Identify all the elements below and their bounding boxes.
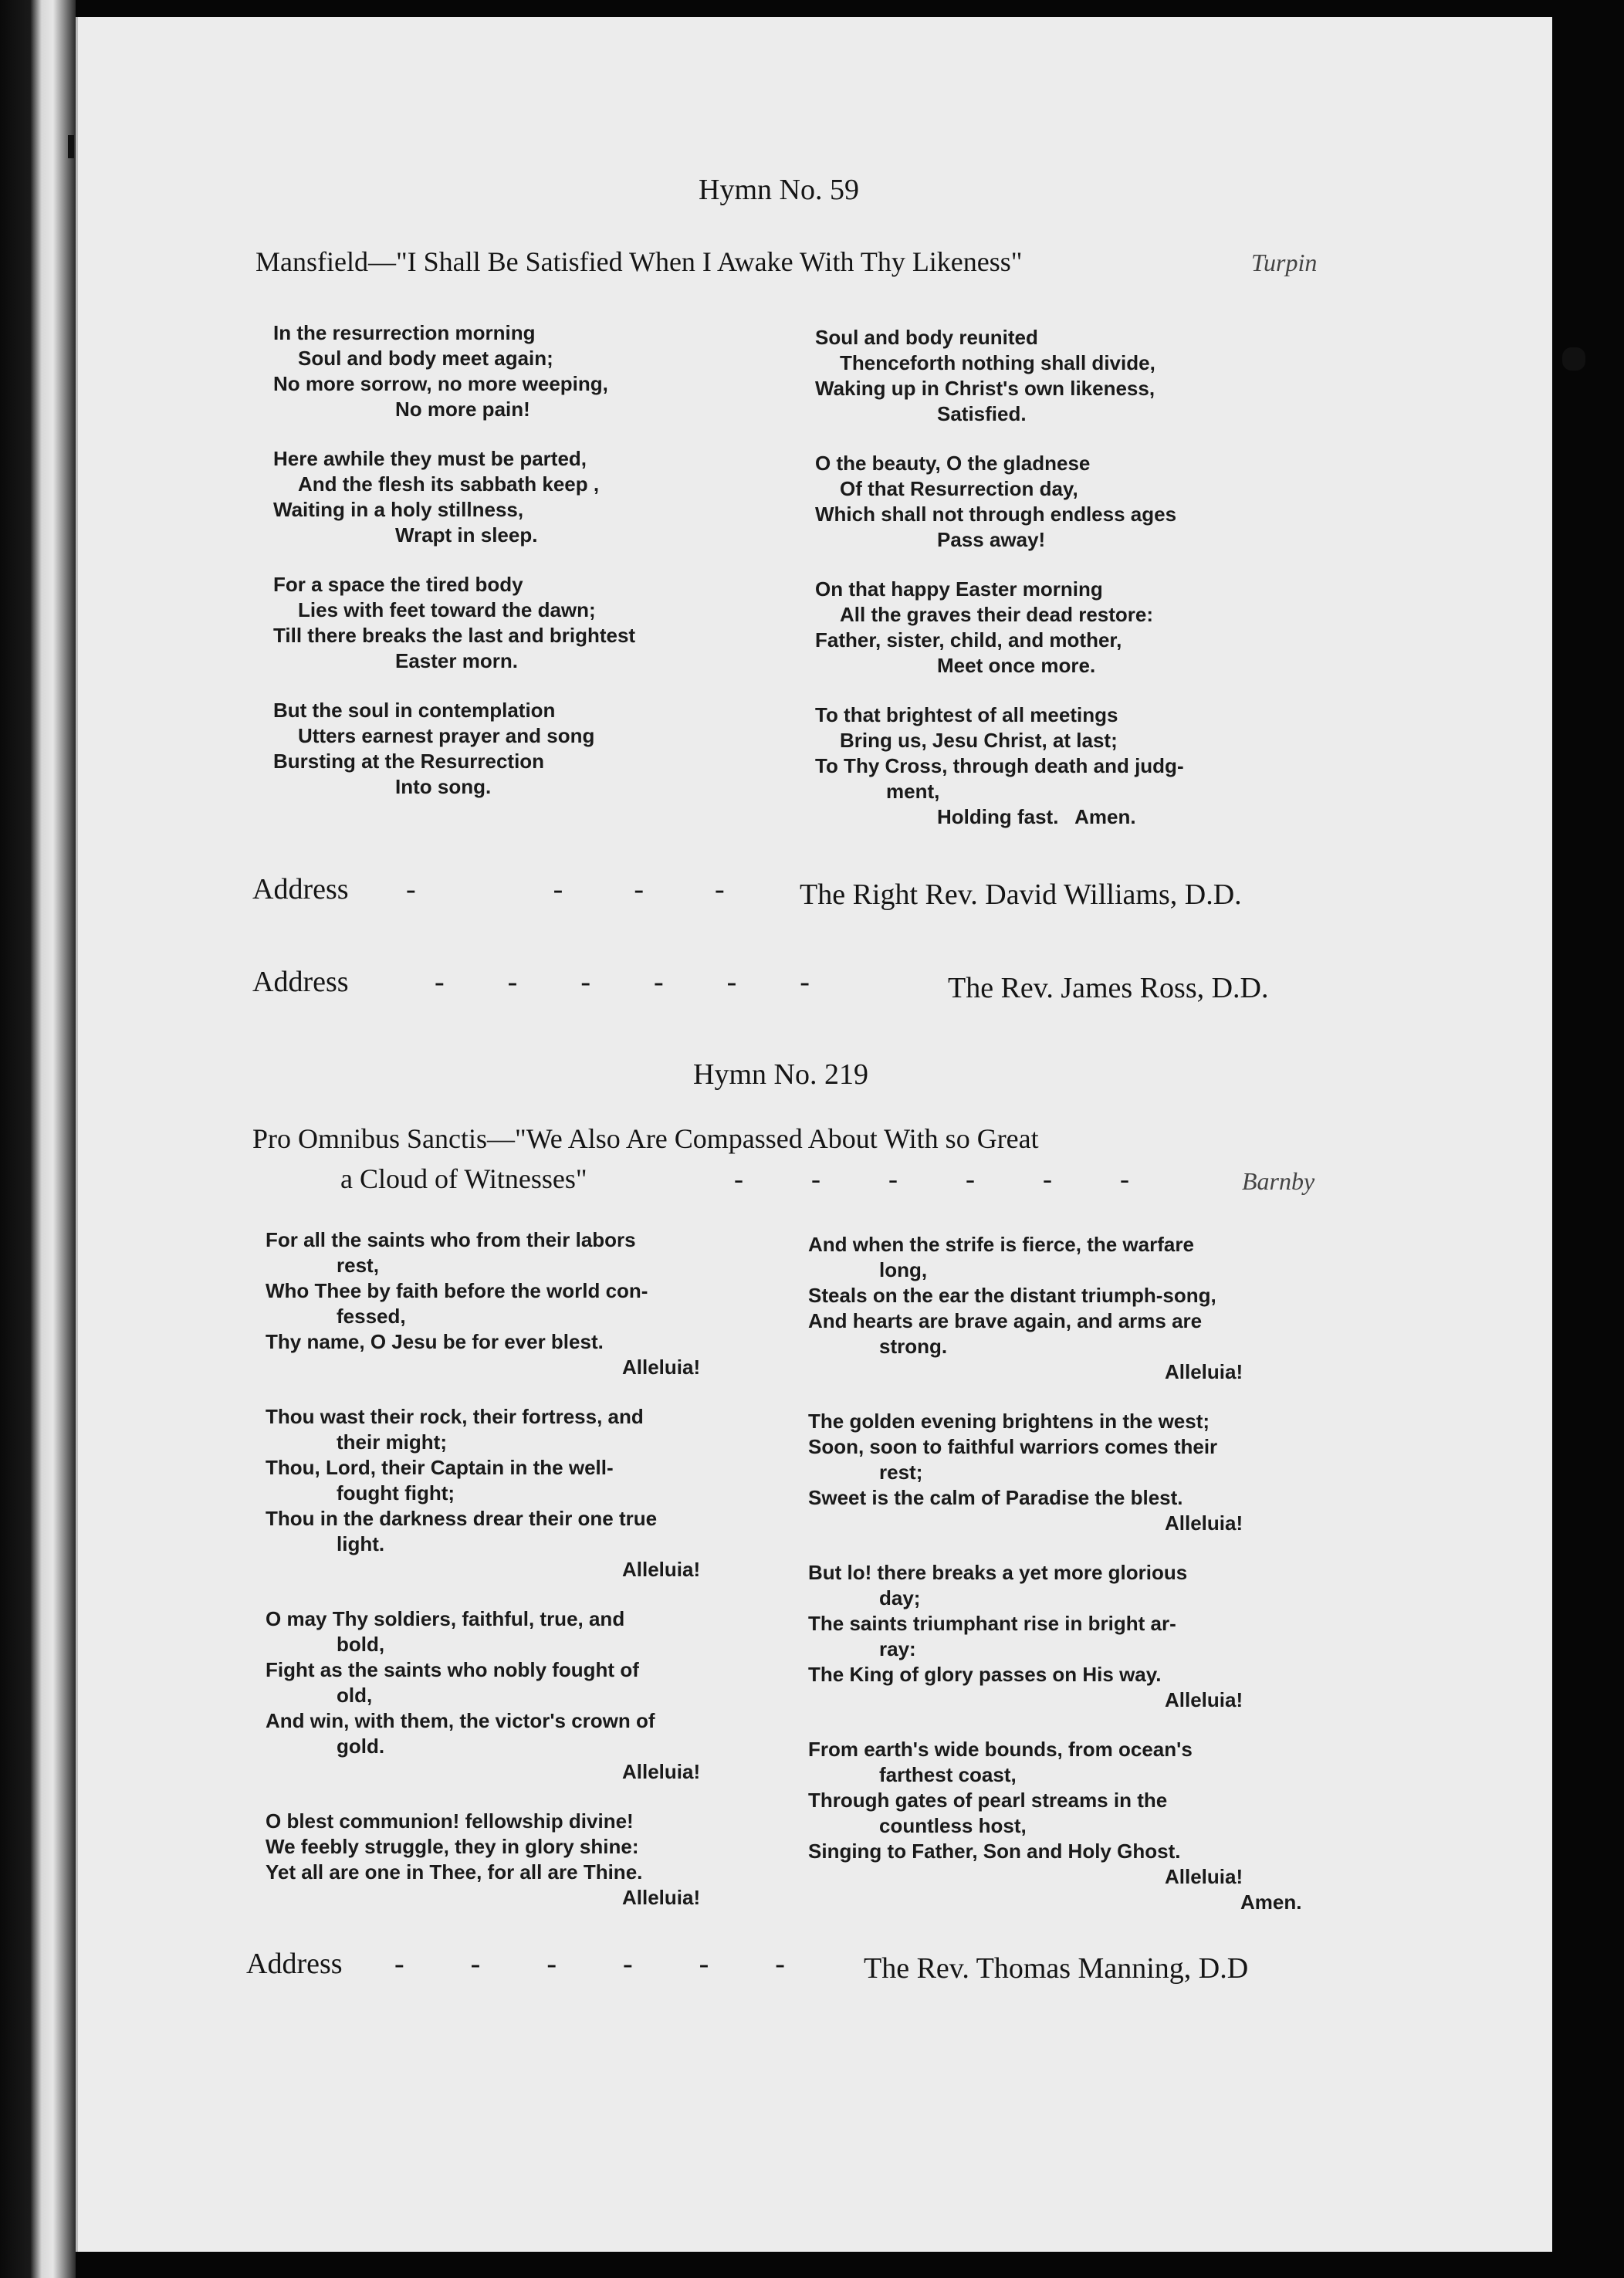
- verse-line: And the flesh its sabbath keep ,: [298, 472, 600, 496]
- verse-line: Here awhile they must be parted,: [273, 447, 587, 470]
- verse-line: bold,: [337, 1633, 385, 1656]
- stanza: [266, 1606, 790, 1785]
- verse-line: Thy name, O Jesu be for ever blest.: [266, 1330, 604, 1353]
- stanza: [273, 698, 783, 800]
- verse-line: To Thy Cross, through death and judg-: [815, 754, 1184, 777]
- verse-line: rest,: [337, 1254, 379, 1277]
- verse-line: We feebly struggle, they in glory shine:: [266, 1835, 639, 1858]
- verse-line: Waking up in Christ's own likeness,: [815, 377, 1155, 400]
- verse-line: No more sorrow, no more weeping,: [273, 372, 608, 395]
- verse-line: Bursting at the Resurrection: [273, 750, 545, 773]
- book-gutter: [0, 0, 76, 2278]
- leader-dashes: - - - - - -: [394, 1948, 785, 1980]
- verse-line: Fight as the saints who nobly fought of: [266, 1658, 639, 1681]
- verse-line: Thou, Lord, their Captain in the well-: [266, 1456, 614, 1479]
- verse-line: Into song.: [395, 775, 492, 798]
- verse-line: Easter morn.: [395, 649, 518, 672]
- verse-line: Singing to Father, Son and Holy Ghost.: [808, 1840, 1181, 1863]
- verse-line: Steals on the ear the distant triumph-song,: [808, 1284, 1216, 1307]
- verse-line: Who Thee by faith before the world con-: [266, 1279, 648, 1302]
- verse-line: Satisfied.: [937, 402, 1027, 425]
- verse-line: strong.: [879, 1335, 948, 1358]
- verse-line: old,: [337, 1684, 373, 1707]
- verse-line: fought fight;: [337, 1481, 455, 1505]
- verse-line: No more pain!: [395, 398, 530, 421]
- address-label: Address: [252, 873, 349, 905]
- stanza: [815, 702, 1355, 830]
- scan-mark: [68, 135, 74, 158]
- leader-dashes: - - - - - -: [734, 1163, 1129, 1194]
- verse-line: On that happy Easter morning: [815, 577, 1103, 601]
- verse-line: Which shall not through endless ages: [815, 503, 1177, 526]
- speaker-name: The Rev. James Ross, D.D.: [948, 972, 1269, 1004]
- verse-line: Pass away!: [937, 528, 1046, 551]
- verse-line: And win, with them, the victor's crown of: [266, 1709, 655, 1732]
- verse-line: Meet once more.: [937, 654, 1096, 677]
- verse-line: Soon, soon to faithful warriors comes their: [808, 1435, 1218, 1458]
- verse-line: But lo! there breaks a yet more glorious: [808, 1561, 1188, 1584]
- verse-line: Of that Resurrection day,: [840, 477, 1078, 500]
- verse-line: O the beauty, O the gladnese: [815, 452, 1091, 475]
- stanza: [808, 1560, 1348, 1713]
- alleluia-line: Alleluia!: [622, 1356, 701, 1379]
- verse-line: their might;: [337, 1430, 447, 1454]
- stanza: [273, 320, 783, 422]
- verse-line: O may Thy soldiers, faithful, true, and: [266, 1607, 625, 1630]
- verse-line: Thenceforth nothing shall divide,: [840, 351, 1155, 374]
- verse-line: Thou wast their rock, their fortress, and: [266, 1405, 644, 1428]
- verse-line: Thou in the darkness drear their one true: [266, 1507, 658, 1530]
- hymn-2-left-column: [266, 1227, 790, 1934]
- stanza: [808, 1737, 1348, 1915]
- hymn-1-left-column: [273, 320, 783, 824]
- verse-line: For all the saints who from their labors: [266, 1228, 636, 1251]
- alleluia-line: Alleluia!: [622, 1886, 701, 1909]
- alleluia-line: Alleluia!: [1165, 1688, 1243, 1711]
- hymn-tune-line-1: Pro Omnibus Sanctis—"We Also Are Compassed About With so Great: [252, 1123, 1039, 1154]
- alleluia-line: Alleluia!: [1165, 1511, 1243, 1535]
- address-label: Address: [252, 966, 349, 998]
- verse-line: countless host,: [879, 1814, 1027, 1837]
- alleluia-line: Alleluia!: [622, 1760, 701, 1783]
- verse-line: But the soul in contemplation: [273, 699, 556, 722]
- verse-line: Soul and body reunited: [815, 326, 1038, 349]
- stanza: [273, 572, 783, 674]
- hymn-2-right-column: [808, 1232, 1348, 1939]
- verse-line: long,: [879, 1258, 928, 1281]
- stanza: [808, 1409, 1348, 1536]
- stanza: [815, 451, 1355, 553]
- verse-line: Bring us, Jesu Christ, at last;: [840, 729, 1118, 752]
- verse-line: Amen.: [1240, 1890, 1302, 1914]
- verse-line: fessed,: [337, 1305, 406, 1328]
- hymn-1-right-column: [815, 325, 1355, 854]
- verse-line: Wrapt in sleep.: [395, 523, 538, 547]
- address-label: Address: [246, 1948, 343, 1980]
- leader-dashes: - - - -: [406, 873, 725, 905]
- leader-dashes: - - - - - -: [435, 966, 810, 998]
- stanza: [808, 1232, 1348, 1385]
- verse-line: Sweet is the calm of Paradise the blest.: [808, 1486, 1183, 1509]
- stanza: [266, 1809, 790, 1911]
- stanza: [273, 446, 783, 548]
- verse-line: day;: [879, 1586, 921, 1609]
- alleluia-line: Alleluia!: [1165, 1865, 1243, 1888]
- verse-line: Father, sister, child, and mother,: [815, 628, 1122, 652]
- hymn-tune-line: Mansfield—"I Shall Be Satisfied When I Awake With Thy Likeness": [255, 246, 1023, 277]
- verse-line: And hearts are brave again, and arms are: [808, 1309, 1203, 1332]
- verse-line: Holding fast. Amen.: [937, 805, 1136, 828]
- verse-line: rest;: [879, 1461, 923, 1484]
- alleluia-line: Alleluia!: [622, 1558, 701, 1581]
- hymn-tune-line-2: a Cloud of Witnesses": [340, 1163, 587, 1194]
- stanza: [266, 1227, 790, 1380]
- verse-line: Lies with feet toward the dawn;: [298, 598, 596, 621]
- verse-line: Till there breaks the last and brightest: [273, 624, 636, 647]
- verse-line: The saints triumphant rise in bright ar-: [808, 1612, 1176, 1635]
- verse-line: From earth's wide bounds, from ocean's: [808, 1738, 1193, 1761]
- hymn-number-title: Hymn No. 219: [693, 1058, 868, 1091]
- speaker-name: The Right Rev. David Williams, D.D.: [800, 878, 1242, 911]
- composer-name: Barnby: [1242, 1167, 1315, 1195]
- verse-line: O blest communion! fellowship divine!: [266, 1809, 634, 1833]
- verse-line: ray:: [879, 1637, 916, 1660]
- verse-line: To that brightest of all meetings: [815, 703, 1118, 726]
- stanza: [815, 325, 1355, 427]
- verse-line: Waiting in a holy stillness,: [273, 498, 524, 521]
- alleluia-line: Alleluia!: [1165, 1360, 1243, 1383]
- composer-name: Turpin: [1251, 249, 1318, 276]
- stanza: [815, 577, 1355, 679]
- speaker-name: The Rev. Thomas Manning, D.D: [864, 1952, 1249, 1985]
- verse-line: gold.: [337, 1735, 385, 1758]
- verse-line: light.: [337, 1532, 385, 1555]
- scan-mark: [1562, 347, 1585, 371]
- verse-line: Yet all are one in Thee, for all are Thine.: [266, 1860, 643, 1884]
- verse-line: In the resurrection morning: [273, 321, 536, 344]
- stanza: [266, 1404, 790, 1582]
- program-page: [76, 17, 1552, 2252]
- verse-line: And when the strife is fierce, the warfare: [808, 1233, 1194, 1256]
- verse-line: The golden evening brightens in the west;: [808, 1410, 1210, 1433]
- verse-line: The King of glory passes on His way.: [808, 1663, 1162, 1686]
- verse-line: Through gates of pearl streams in the: [808, 1789, 1168, 1812]
- verse-line: Utters earnest prayer and song: [298, 724, 595, 747]
- verse-line: farthest coast,: [879, 1763, 1017, 1786]
- verse-line: Soul and body meet again;: [298, 347, 553, 370]
- verse-line: ment,: [886, 780, 940, 803]
- verse-line: All the graves their dead restore:: [840, 603, 1154, 626]
- verse-line: For a space the tired body: [273, 573, 523, 596]
- hymn-number-title: Hymn No. 59: [699, 174, 859, 206]
